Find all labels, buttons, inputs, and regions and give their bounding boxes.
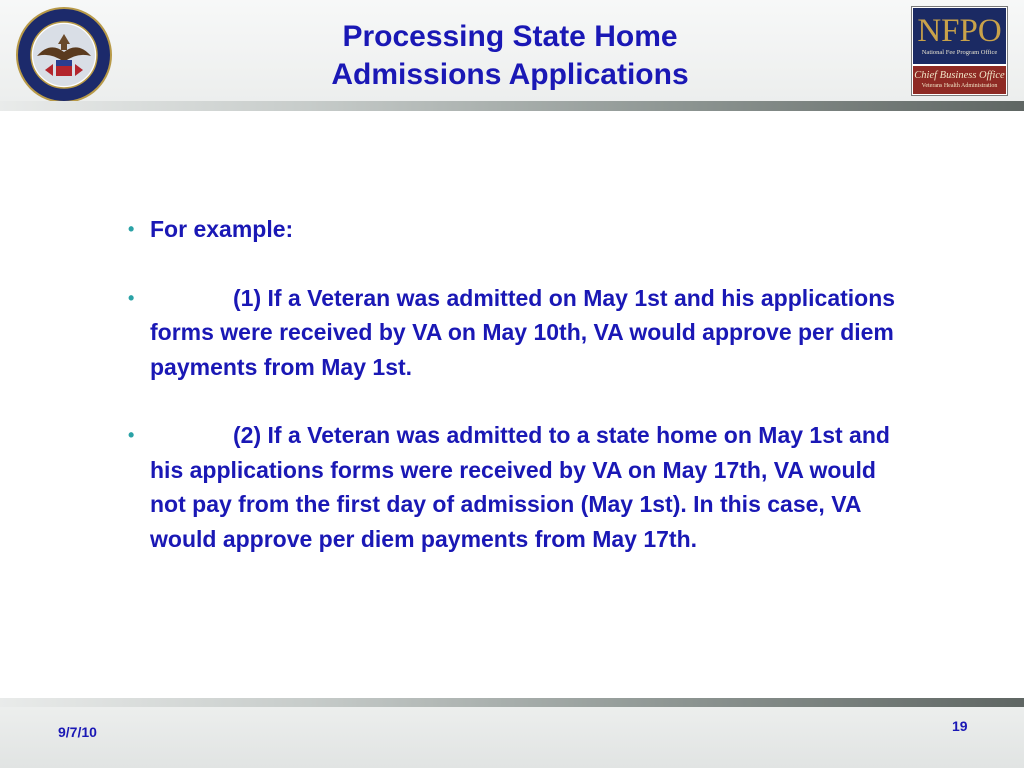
slide-title	[240, 18, 780, 94]
nfpo-logo-top	[913, 8, 1006, 64]
slide-header	[0, 0, 1024, 103]
bullet-icon: •	[128, 287, 135, 308]
bullet-item	[128, 418, 908, 556]
footer-date: 9/7/10	[58, 724, 97, 740]
slide-body	[128, 212, 908, 590]
bullet-text: (1) If a Veteran was admitted on May 1st and his applications forms were received by VA on May 10th, VA would approve per diem payments from May 1st.	[150, 284, 896, 380]
vha-logo-text: Veterans Health Administration	[921, 83, 998, 89]
va-seal-icon	[15, 6, 113, 104]
nfpo-logo-subtext: National Fee Program Office	[921, 49, 998, 56]
cbo-logo-band	[913, 66, 1006, 94]
bullet-text: (2) If a Veteran was admitted to a state home on May 1st and his applications forms were received by VA on May 17th, VA would not pay from the first day of admission (May 1st). In this case, VA would approve per diem payments from May 17th.	[150, 422, 890, 552]
cbo-logo-text: Chief Business Office	[914, 70, 1005, 81]
bullet-icon: •	[128, 219, 135, 239]
title-line-1: Processing State Home	[342, 20, 678, 53]
bullet-item	[128, 212, 908, 247]
bullet-icon: •	[128, 425, 135, 445]
nfpo-logo-text: NFPO	[917, 13, 1002, 49]
nfpo-logo	[911, 6, 1008, 96]
bullet-item	[128, 281, 908, 385]
bullet-text: For example:	[150, 216, 294, 242]
title-line-2: Admissions Applications	[331, 58, 689, 91]
page-number: 19	[952, 718, 968, 734]
slide-footer	[0, 707, 1024, 768]
header-divider	[0, 101, 1024, 111]
